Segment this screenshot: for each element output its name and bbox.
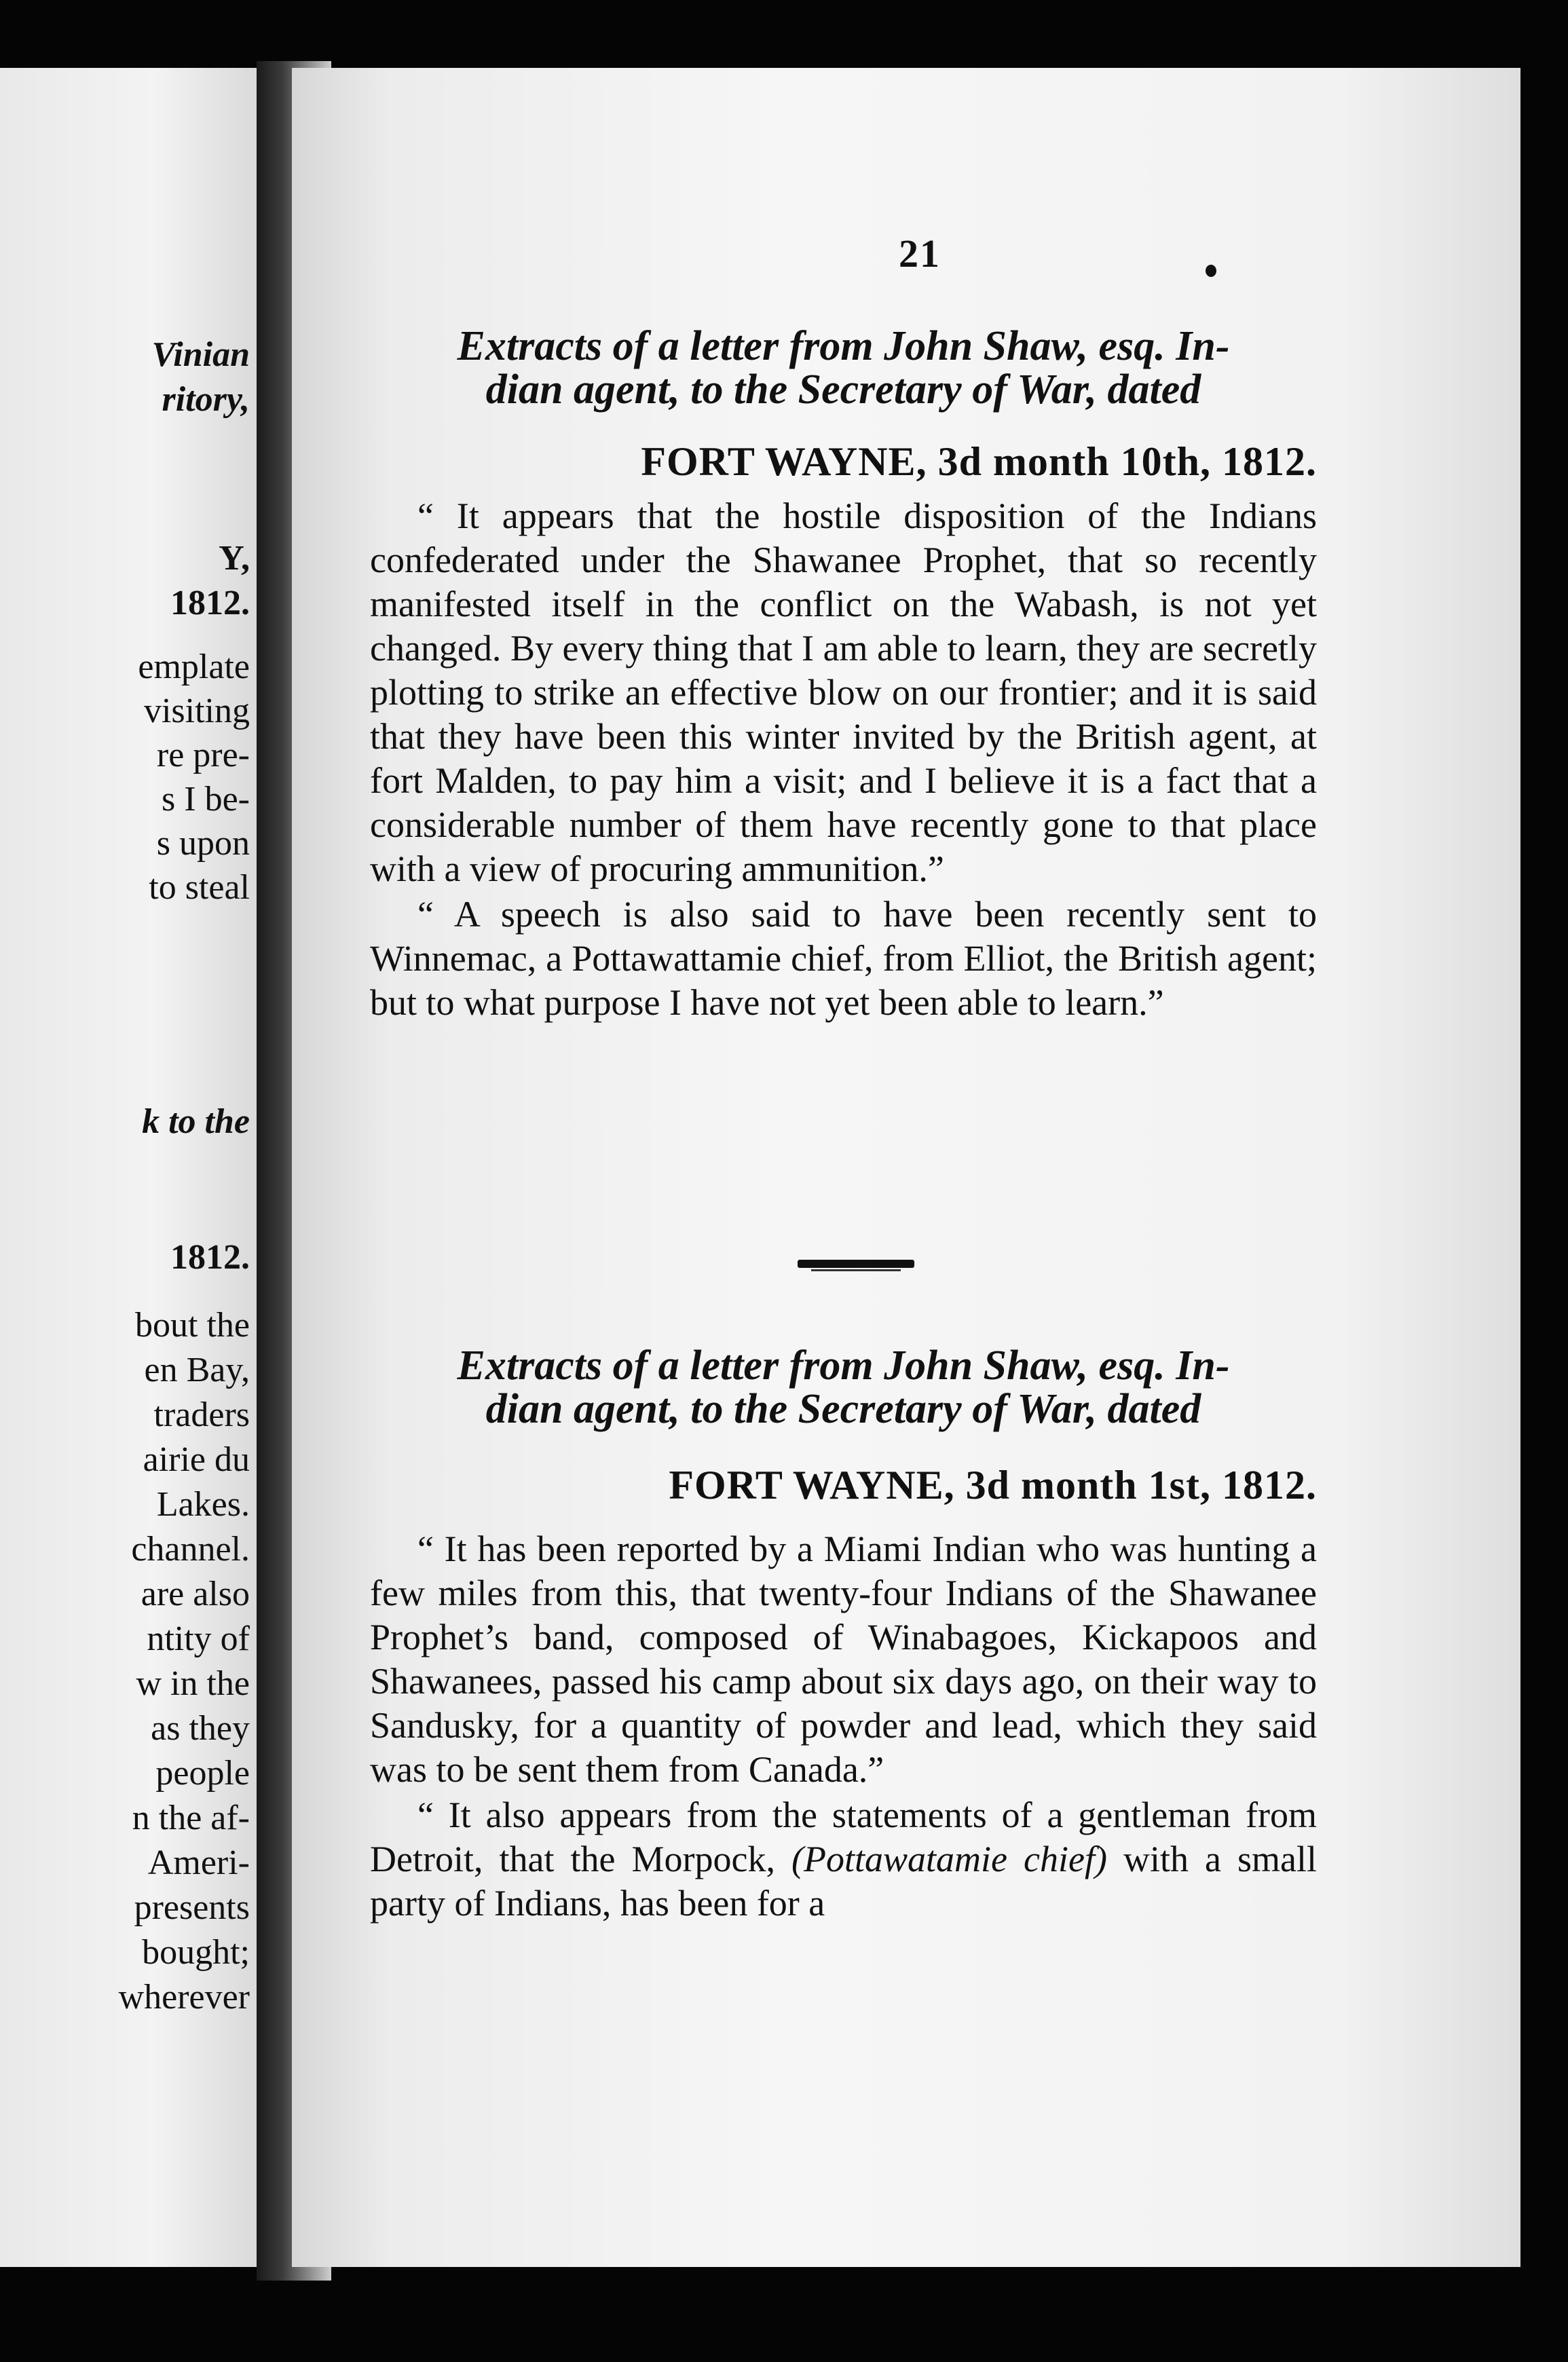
paragraph-text: “ It also appears from the statements of a gentleman from Detroit, that the Morpock, bbox=[370, 1795, 1317, 1879]
left-page-line: wherever bbox=[118, 1978, 250, 2017]
left-page-line: ritory, bbox=[162, 380, 250, 419]
left-page-line: bought; bbox=[142, 1933, 250, 1972]
left-page-line: ntity of bbox=[147, 1619, 250, 1658]
left-page-line: emplate bbox=[138, 648, 250, 686]
letter-paragraph bbox=[370, 1793, 1317, 1926]
left-page-line: to steal bbox=[149, 868, 250, 907]
left-page-line: presents bbox=[134, 1888, 250, 1927]
letter-heading-line-1: Extracts of a letter from John Shaw, esq. In- bbox=[457, 323, 1230, 369]
left-page-line: 1812. bbox=[170, 584, 250, 622]
left-page-line: Ameri- bbox=[147, 1843, 250, 1882]
left-page-line: w in the bbox=[136, 1664, 250, 1703]
letter-section-2 bbox=[370, 1344, 1317, 1926]
letter-heading bbox=[370, 324, 1317, 411]
page-number bbox=[292, 231, 1520, 276]
letter-dateline: FORT WAYNE, 3d month 10th, 1812. bbox=[641, 439, 1317, 484]
ink-speck bbox=[1206, 265, 1216, 277]
left-page-line: are also bbox=[141, 1575, 250, 1613]
paragraph-text: with a small party of Indians, has been for a bbox=[370, 1839, 1318, 1924]
letter-heading-line-2: dian agent, to the Secretary of War, dated bbox=[485, 1386, 1201, 1432]
left-page-line: visiting bbox=[143, 692, 250, 730]
left-page-line: as they bbox=[151, 1709, 250, 1748]
left-page-line: k to the bbox=[142, 1102, 250, 1141]
letter-heading-line-1: Extracts of a letter from John Shaw, esq. In- bbox=[457, 1343, 1230, 1389]
left-page-line: people bbox=[155, 1754, 250, 1793]
left-page-line: airie du bbox=[143, 1440, 250, 1479]
left-page-line: n the af- bbox=[132, 1799, 250, 1837]
previous-page-fragment bbox=[0, 68, 257, 2267]
letter-section-1 bbox=[370, 324, 1317, 1025]
letter-paragraph: “ A speech is also said to have been recently sent to Winnemac, a Pottawattamie chief, from Elliot, the British agent; but to what purpose I have not yet been able to learn.” bbox=[370, 894, 1317, 1023]
letter-paragraph: “ It appears that the hostile disposition of the Indians confederated under the Shawanee Prophet, that so recently manifested itself in the conflict on the Wabash, is not yet changed. By every thing that I am able to learn, they are secretly plotting to strike an effective blow on our frontier; and it is said that they have been this winter invited by the British agent, at fort Malden, to pay him a visit; and I believe it is a fact that a considerable number of them have recently gone to that place with a view of procuring ammunition.” bbox=[370, 495, 1317, 889]
left-page-line: s upon bbox=[156, 824, 250, 863]
left-page-line: 1812. bbox=[170, 1238, 250, 1277]
letter-paragraph: “ It has been reported by a Miami Indian who was hunting a few miles from this, that twenty-four Indians of the Shawanee Prophet’s band, composed of Winabagoes, Kickapoos and Shawanees, passed his camp about six days ago, on their way to Sandusky, for a quantity of powder and lead, which they said was to be sent them from Canada.” bbox=[370, 1529, 1317, 1790]
paragraph-italic-text: (Pottawatamie chief) bbox=[791, 1839, 1107, 1879]
left-page-line: s I be- bbox=[162, 780, 250, 819]
letter-heading bbox=[370, 1344, 1317, 1431]
main-page bbox=[292, 68, 1520, 2267]
left-page-line: Y, bbox=[219, 539, 250, 578]
page-number-text: 21 bbox=[899, 231, 941, 276]
left-page-line: Vinian bbox=[151, 335, 250, 374]
left-page-line: traders bbox=[153, 1395, 250, 1434]
letter-dateline: FORT WAYNE, 3d month 1st, 1812. bbox=[669, 1463, 1317, 1507]
left-page-line: Lakes. bbox=[156, 1485, 250, 1524]
letter-heading-line-2: dian agent, to the Secretary of War, dated bbox=[485, 367, 1201, 413]
left-page-line: channel. bbox=[131, 1530, 250, 1569]
section-divider bbox=[798, 1260, 914, 1268]
left-page-line: re pre- bbox=[156, 736, 250, 774]
left-page-line: en Bay, bbox=[144, 1351, 250, 1389]
left-page-line: bout the bbox=[135, 1306, 250, 1345]
